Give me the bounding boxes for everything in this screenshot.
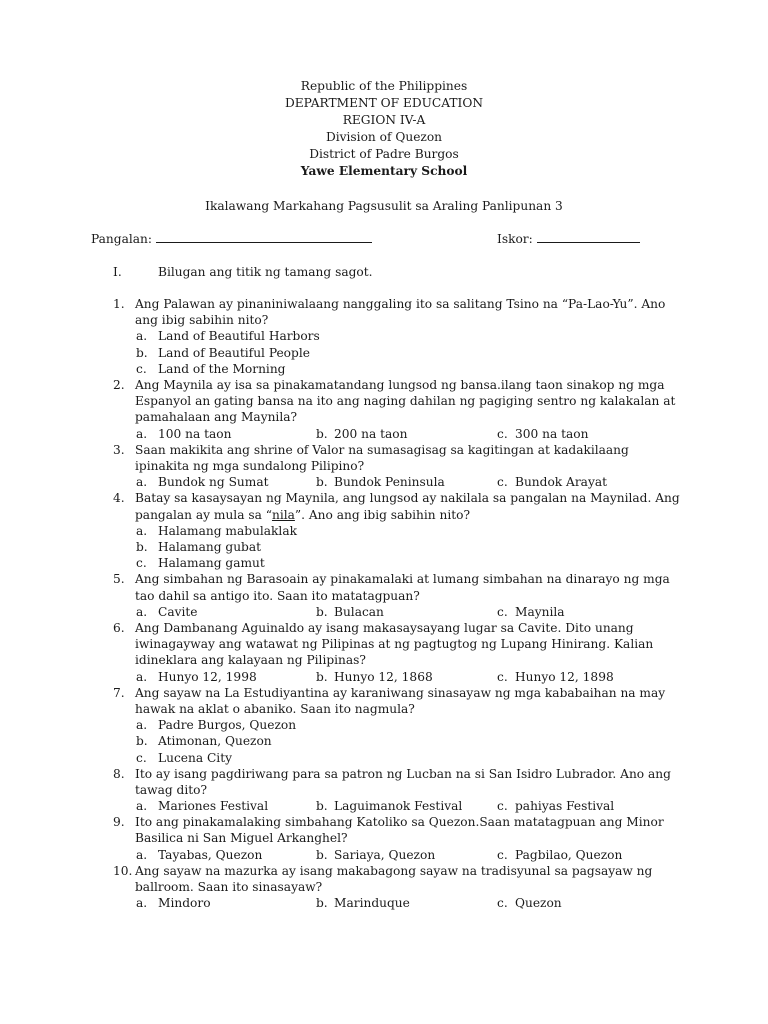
choice-6b[interactable]: b. Hunyo 12, 1868 bbox=[316, 669, 433, 684]
choice-9b[interactable]: b. Sariaya, Quezon bbox=[316, 847, 436, 862]
school-name: Yawe Elementary School bbox=[300, 164, 468, 178]
header-republic: Republic of the Philippines bbox=[300, 79, 468, 93]
question-list bbox=[113, 296, 683, 911]
choices-2 bbox=[136, 426, 683, 442]
header-department: DEPARTMENT OF EDUCATION bbox=[284, 96, 483, 110]
question-number: 4. bbox=[113, 491, 125, 506]
section-instruction bbox=[113, 264, 373, 280]
question-text: Ang sayaw na La Estudiyantina ay karaniwang sinasayaw ng mga kababaihan na may hawak na aklat o abaniko. Saan ito nagmula? bbox=[135, 685, 666, 716]
choice-3c[interactable]: c. Bundok Arayat bbox=[497, 475, 607, 490]
choice-7b[interactable]: b. Atimonan, Quezon bbox=[136, 734, 272, 749]
choice-8b[interactable]: b. Laguimanok Festival bbox=[316, 799, 463, 814]
question-text: Ang Dambanang Aguinaldo ay isang makasaysayang lugar sa Cavite. Dito unang iwinagayway ang watawat ng Pilipinas at ng pagtugtog ng Lupang Hinirang. Kalian idineklara ang kalayaan ng Pilipinas? bbox=[135, 620, 654, 668]
choice-5a[interactable]: a. Cavite bbox=[136, 604, 198, 619]
choices-1 bbox=[136, 328, 683, 377]
question-number: 8. bbox=[113, 766, 125, 781]
question-text: Ang sayaw na mazurka ay isang makabagong sayaw na tradisyunal sa pagsayaw ng ballroom. Saan ito sinasayaw? bbox=[135, 863, 653, 895]
choice-1c[interactable]: c. Land of the Morning bbox=[136, 361, 286, 376]
name-label: Pangalan: bbox=[91, 232, 152, 246]
choice-4b[interactable]: b. Halamang gubat bbox=[136, 539, 262, 554]
question-6 bbox=[113, 620, 683, 669]
choice-5c[interactable]: c. Maynila bbox=[497, 604, 565, 619]
question-9 bbox=[113, 814, 683, 846]
choice-6a[interactable]: a. Hunyo 12, 1998 bbox=[136, 669, 257, 684]
choice-10a[interactable]: a. Mindoro bbox=[136, 896, 211, 911]
choice-10c[interactable]: c. Quezon bbox=[497, 896, 562, 911]
choice-7c[interactable]: c. Lucena City bbox=[136, 750, 232, 765]
question-8 bbox=[113, 766, 683, 798]
question-number: 10. bbox=[113, 863, 133, 878]
header-division: Division of Quezon bbox=[325, 130, 443, 144]
header-district: District of Padre Burgos bbox=[309, 147, 459, 161]
score-label: Iskor: bbox=[497, 232, 533, 246]
question-10 bbox=[113, 863, 683, 895]
question-2 bbox=[113, 377, 683, 426]
question-7 bbox=[113, 685, 683, 717]
score-blank[interactable] bbox=[537, 231, 640, 243]
choices-5 bbox=[136, 604, 683, 620]
choice-8c[interactable]: c. pahiyas Festival bbox=[497, 799, 615, 814]
choice-8a[interactable]: a. Mariones Festival bbox=[136, 799, 269, 814]
question-number: 1. bbox=[113, 297, 125, 311]
section-number: I. bbox=[113, 265, 122, 279]
choice-1b[interactable]: b. Land of Beautiful People bbox=[136, 345, 310, 360]
section-text: Bilugan ang titik ng tamang sagot. bbox=[158, 265, 373, 279]
question-text: Ito ay isang pagdiriwang para sa patron ng Lucban na si San Isidro Lubrador. Ano ang tawag dito? bbox=[135, 766, 671, 797]
question-number: 7. bbox=[113, 685, 125, 700]
choice-4a[interactable]: a. Halamang mabulaklak bbox=[136, 523, 297, 538]
choice-9c[interactable]: c. Pagbilao, Quezon bbox=[497, 847, 623, 862]
choice-5b[interactable]: b. Bulacan bbox=[316, 604, 384, 619]
score-field bbox=[497, 231, 640, 247]
question-number: 2. bbox=[113, 377, 125, 392]
header-region: REGION IV-A bbox=[342, 113, 426, 127]
choice-1a[interactable]: a. Land of Beautiful Harbors bbox=[136, 329, 320, 344]
question-number: 5. bbox=[113, 572, 125, 587]
choice-9a[interactable]: a. Tayabas, Quezon bbox=[136, 847, 263, 862]
choice-7a[interactable]: a. Padre Burgos, Quezon bbox=[136, 718, 297, 733]
underlined-word: nila bbox=[271, 507, 295, 522]
choice-6c[interactable]: c. Hunyo 12, 1898 bbox=[497, 669, 614, 684]
question-3 bbox=[113, 442, 683, 474]
choices-3 bbox=[136, 474, 683, 490]
question-number: 3. bbox=[113, 442, 125, 457]
choice-3a[interactable]: a. Bundok ng Sumat bbox=[136, 475, 269, 490]
question-4 bbox=[113, 490, 683, 522]
question-text: Saan makikita ang shrine of Valor na sumasagisag sa kagitingan at kadakilaang ipinakita ng mga sundalong Pilipino? bbox=[135, 442, 629, 473]
question-1 bbox=[113, 296, 683, 328]
question-text: Ang simbahan ng Barasoain ay pinakamalaki at lumang simbahan na dinarayo ng mga tao dahil sa antigo ito. Saan ito matatagpuan? bbox=[135, 572, 670, 603]
question-number: 6. bbox=[113, 620, 125, 635]
choices-8 bbox=[136, 798, 683, 814]
question-5 bbox=[113, 571, 683, 603]
question-text: Batay sa kasaysayan ng Maynila, ang lungsod ay nakilala sa pangalan na Maynilad. Ang pangalan ay mula sa “nila”. Ano ang ibig sabihin nito? bbox=[135, 491, 680, 522]
question-text: Ito ang pinakamalaking simbahang Katoliko sa Quezon.Saan matatagpuan ang Minor Basilica ni San Miguel Arkanghel? bbox=[135, 815, 664, 846]
name-field bbox=[91, 231, 372, 247]
choice-2c[interactable]: c. 300 na taon bbox=[497, 426, 589, 441]
choice-2b[interactable]: b. 200 na taon bbox=[316, 426, 408, 441]
choices-10 bbox=[136, 895, 683, 911]
choice-4c[interactable]: c. Halamang gamut bbox=[136, 556, 265, 571]
question-text: Ang Maynila ay isa sa pinakamatandang lungsod ng bansa.ilang taon sinakop ng mga Espanyol an gating bansa na ito ang naging dahilan ng pagiging sentro ng kalakalan at pamahalaan ang Maynila? bbox=[135, 377, 676, 425]
question-number: 9. bbox=[113, 815, 125, 830]
choices-9 bbox=[136, 847, 683, 863]
document-header bbox=[0, 78, 768, 180]
question-text: Ang Palawan ay pinaniniwalaang nanggaling ito sa salitang Tsino na “Pa-Lao-Yu”. Ano ang ibig sabihin nito? bbox=[135, 297, 666, 328]
choice-3b[interactable]: b. Bundok Peninsula bbox=[316, 475, 445, 490]
choices-6 bbox=[136, 669, 683, 685]
choice-2a[interactable]: a. 100 na taon bbox=[136, 426, 232, 441]
choices-7 bbox=[136, 717, 683, 766]
name-blank[interactable] bbox=[156, 231, 372, 243]
exam-title: Ikalawang Markahang Pagsusulit sa Araling Panlipunan 3 bbox=[205, 199, 563, 213]
choices-4 bbox=[136, 523, 683, 572]
choice-10b[interactable]: b. Marinduque bbox=[316, 896, 410, 911]
